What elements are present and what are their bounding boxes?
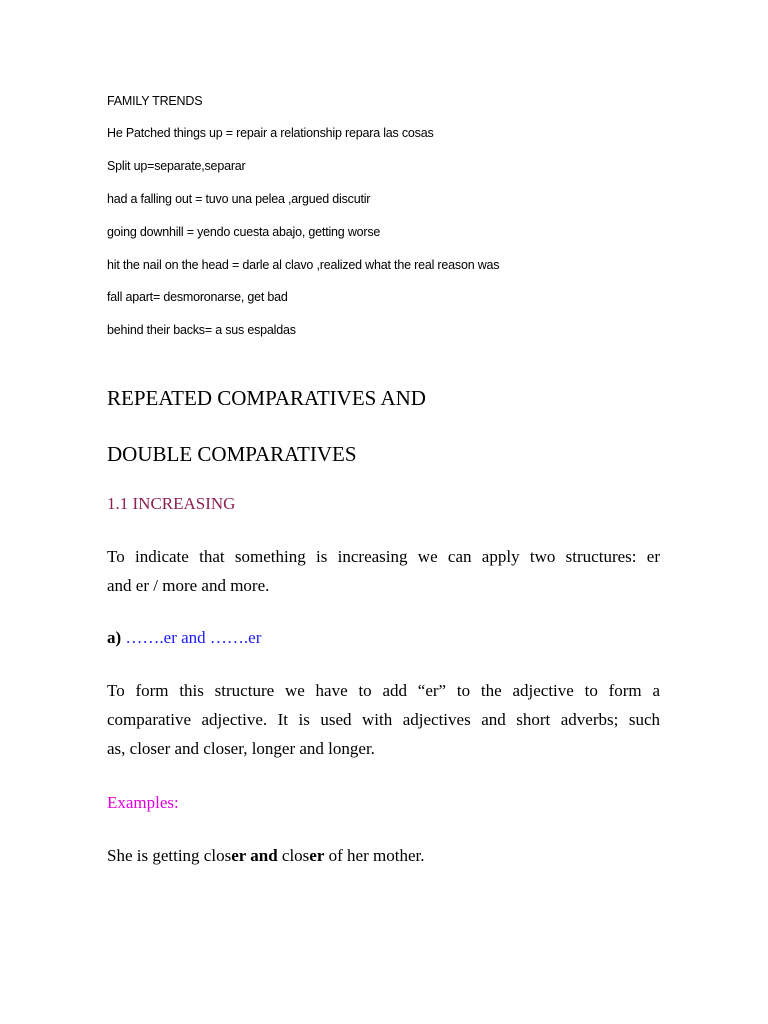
explanation-paragraph-line-1: To form this structure we have to add “er” to the adjective to form a <box>107 681 660 700</box>
explanation-paragraph-line-2: comparative adjective. It is used with adjectives and short adverbs; such <box>107 710 660 729</box>
intro-paragraph-line-1: To indicate that something is increasing we can apply two structures: er <box>107 547 660 566</box>
vocabulary-title: FAMILY TRENDS <box>107 94 203 108</box>
section-heading-line-1: REPEATED COMPARATIVES AND <box>107 386 426 410</box>
subheading-increasing: 1.1 INCREASING <box>107 494 236 513</box>
example-emphasis: er <box>309 846 325 865</box>
vocabulary-item: hit the nail on the head = darle al clavo ,realized what the real reason was <box>107 258 500 272</box>
explanation-paragraph-line-3: as, closer and closer, longer and longer. <box>107 739 375 758</box>
example-text: of her mother. <box>324 846 425 865</box>
structure-label: a) <box>107 628 122 647</box>
example-sentence <box>107 845 660 867</box>
example-emphasis: er and <box>231 846 282 865</box>
example-text: She is getting clos <box>107 846 232 865</box>
structure-pattern: …….er and …….er <box>121 628 262 647</box>
intro-paragraph-line-2: and er / more and more. <box>107 576 270 595</box>
structure-line <box>107 627 660 649</box>
example-text: clos <box>281 846 310 865</box>
section-heading-line-2: DOUBLE COMPARATIVES <box>107 442 357 466</box>
vocabulary-item: Split up=separate,separar <box>107 159 246 173</box>
vocabulary-item: fall apart= desmoronarse, get bad <box>107 290 288 304</box>
vocabulary-item: He Patched things up = repair a relationship repara las cosas <box>107 126 434 140</box>
examples-label: Examples: <box>107 793 179 812</box>
vocabulary-item: had a falling out = tuvo una pelea ,argued discutir <box>107 192 371 206</box>
vocabulary-item: behind their backs= a sus espaldas <box>107 323 296 337</box>
vocabulary-item: going downhill = yendo cuesta abajo, getting worse <box>107 225 381 239</box>
